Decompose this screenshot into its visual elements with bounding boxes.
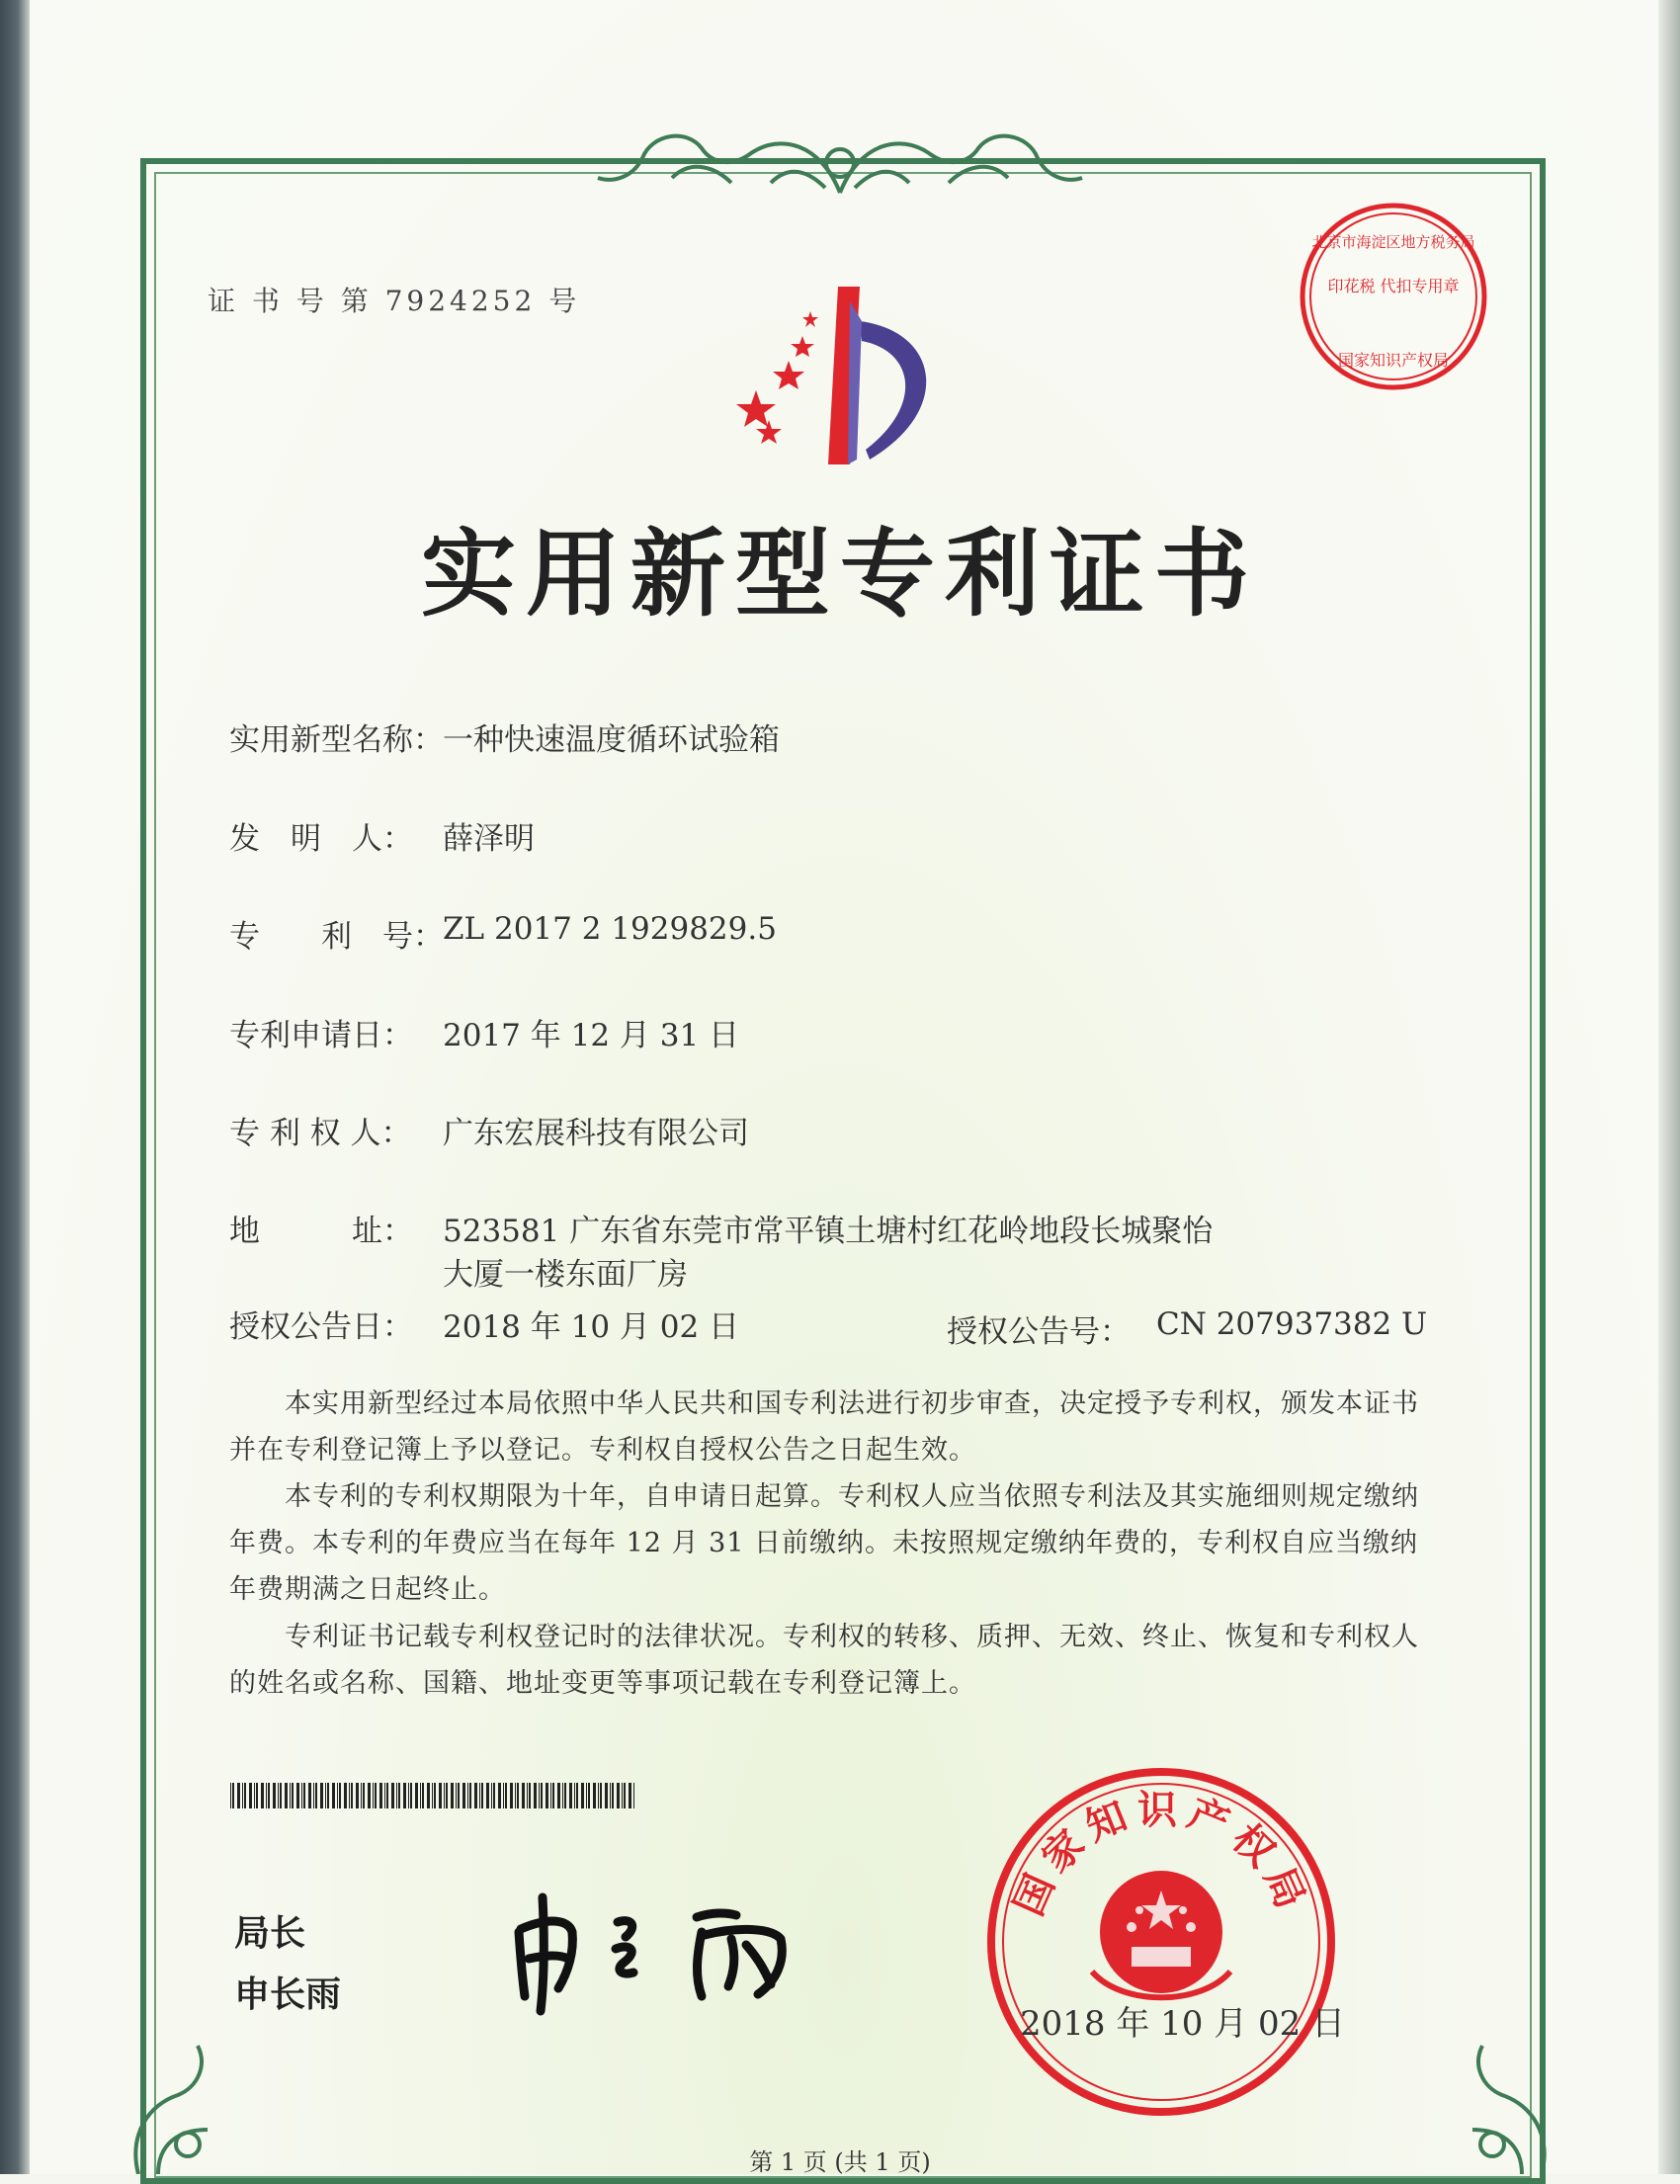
- barcode-bar: [278, 1783, 279, 1808]
- barcode-bar: [552, 1783, 554, 1808]
- barcode-bar: [379, 1783, 382, 1808]
- barcode-bar: [479, 1783, 480, 1808]
- barcode: [230, 1783, 637, 1808]
- field-label-patent-no: 专 利 号：: [229, 919, 444, 955]
- field-value-patentee: 广东宏展科技有限公司: [443, 1116, 749, 1151]
- barcode-bar: [296, 1783, 299, 1808]
- scan-edge: [0, 0, 30, 2174]
- paragraph-term: 本专利的专利权期限为十年，自申请日起算。专利权人应当依照专利法及其实施细则规定缴纳年费。本专利的年费应当在每年 12 月 31 日前缴纳。未按照规定缴纳年费的，专利权自应当缴纳年费期满之日起终止。: [229, 1481, 1419, 1605]
- field-value-filing-date: 2017 年 12 月 31 日: [443, 1018, 740, 1053]
- field-value-address-line1: 523581 广东省东莞市常平镇土塘村红花岭地段长城聚怡: [443, 1214, 1214, 1249]
- barcode-bar: [498, 1783, 501, 1808]
- barcode-bar: [308, 1783, 311, 1808]
- barcode-bar: [458, 1783, 460, 1808]
- director-title: 局长: [234, 1913, 306, 1954]
- barcode-bar: [529, 1783, 531, 1808]
- barcode-bar: [557, 1783, 560, 1808]
- barcode-bar: [576, 1783, 578, 1808]
- barcode-bar: [254, 1783, 255, 1808]
- barcode-bar: [550, 1783, 551, 1808]
- seal-date: 2018 年 10 月 02 日: [1020, 2004, 1346, 2044]
- barcode-bar: [332, 1783, 335, 1808]
- barcode-bar: [539, 1783, 540, 1808]
- barcode-bar: [462, 1783, 465, 1808]
- field-value-announcement-no: CN 207937382 U: [1156, 1306, 1428, 1342]
- barcode-bar: [410, 1783, 412, 1808]
- barcode-bar: [586, 1783, 587, 1808]
- barcode-bar: [315, 1783, 317, 1808]
- field-label-name: 实用新型名称：: [229, 722, 444, 758]
- barcode-bar: [290, 1783, 291, 1808]
- barcode-bar: [546, 1783, 548, 1808]
- barcode-bar: [303, 1783, 305, 1808]
- barcode-bar: [481, 1783, 483, 1808]
- paragraph-legal-status: 专利证书记载专利权登记时的法律状况。专利权的转移、质押、无效、终止、恢复和专利权人的姓名或名称、国籍、地址变更等事项记载在专利登记簿上。: [229, 1622, 1419, 1699]
- field-value-grant-date: 2018 年 10 月 02 日: [443, 1309, 740, 1345]
- barcode-bar: [617, 1783, 620, 1808]
- director-name: 申长雨: [234, 1974, 342, 2015]
- tax-stamp-seal: [1295, 198, 1492, 395]
- page-footer: 第 1 页 (共 1 页): [749, 2148, 931, 2176]
- barcode-bar: [256, 1783, 258, 1808]
- barcode-bar: [408, 1783, 409, 1808]
- barcode-bar: [339, 1783, 341, 1808]
- tax-seal-inner-text: 印花税 代扣专用章: [1327, 277, 1460, 295]
- barcode-bar: [337, 1783, 338, 1808]
- barcode-bar: [268, 1783, 270, 1808]
- field-value-inventor: 薛泽明: [443, 821, 535, 857]
- barcode-bar: [439, 1783, 442, 1808]
- barcode-bar: [610, 1783, 611, 1808]
- barcode-bar: [398, 1783, 400, 1808]
- barcode-bar: [517, 1783, 519, 1808]
- barcode-bar: [541, 1783, 543, 1808]
- barcode-bar: [491, 1783, 492, 1808]
- barcode-bar: [432, 1783, 433, 1808]
- barcode-bar: [474, 1783, 477, 1808]
- barcode-bar: [427, 1783, 430, 1808]
- barcode-bar: [522, 1783, 525, 1808]
- barcode-bar: [624, 1783, 626, 1808]
- barcode-bar: [237, 1783, 240, 1808]
- barcode-bar: [493, 1783, 495, 1808]
- barcode-bar: [612, 1783, 614, 1808]
- barcode-bar: [446, 1783, 448, 1808]
- barcode-bar: [467, 1783, 468, 1808]
- barcode-bar: [505, 1783, 507, 1808]
- barcode-bar: [301, 1783, 302, 1808]
- field-label-grant-date: 授权公告日：: [229, 1309, 413, 1345]
- barcode-bar: [351, 1783, 353, 1808]
- field-label-address: 地 址：: [229, 1214, 413, 1249]
- barcode-bar: [344, 1783, 347, 1808]
- field-value-patent-no: ZL 2017 2 1929829.5: [443, 911, 777, 947]
- handwritten-signature: [499, 1878, 835, 2016]
- barcode-bar: [415, 1783, 418, 1808]
- barcode-bar: [434, 1783, 436, 1808]
- barcode-bar: [292, 1783, 294, 1808]
- field-value-address-line2: 大厦一楼东面厂房: [443, 1257, 688, 1293]
- barcode-bar: [527, 1783, 528, 1808]
- barcode-bar: [622, 1783, 623, 1808]
- barcode-bar: [444, 1783, 445, 1808]
- barcode-bar: [325, 1783, 326, 1808]
- barcode-bar: [368, 1783, 371, 1808]
- tax-seal-ring-text: 北京市海淀区地方税务局: [1311, 233, 1475, 251]
- barcode-bar: [503, 1783, 504, 1808]
- field-label-patentee: 专 利 权 人：: [229, 1116, 412, 1151]
- barcode-bar: [313, 1783, 314, 1808]
- top-ornament: [593, 124, 1087, 212]
- barcode-bar: [363, 1783, 365, 1808]
- barcode-bar: [598, 1783, 599, 1808]
- barcode-bar: [534, 1783, 537, 1808]
- field-label-filing-date: 专利申请日：: [229, 1018, 413, 1053]
- barcode-bar: [244, 1783, 246, 1808]
- barcode-bar: [629, 1783, 631, 1808]
- paragraph-grant: 本实用新型经过本局依照中华人民共和国专利法进行初步审查，决定授予专利权，颁发本证书并在专利登记簿上予以登记。专利权自授权公告之日起生效。: [229, 1388, 1419, 1466]
- barcode-bar: [391, 1783, 394, 1808]
- barcode-bar: [230, 1783, 231, 1808]
- tax-seal-bottom-text: 国家知识产权局: [1337, 351, 1450, 370]
- barcode-bar: [280, 1783, 282, 1808]
- barcode-bar: [600, 1783, 602, 1808]
- barcode-bar: [361, 1783, 362, 1808]
- barcode-bar: [564, 1783, 566, 1808]
- barcode-bar: [249, 1783, 252, 1808]
- barcode-bar: [581, 1783, 584, 1808]
- barcode-bar: [356, 1783, 359, 1808]
- certificate-title: 实用新型专利证书: [421, 519, 1259, 630]
- patent-office-seal: [983, 1764, 1339, 2120]
- barcode-bar: [261, 1783, 264, 1808]
- barcode-bar: [266, 1783, 267, 1808]
- scan-edge-right: [1658, 0, 1680, 2174]
- barcode-bar: [273, 1783, 276, 1808]
- barcode-bar: [574, 1783, 575, 1808]
- field-label-announcement-no: 授权公告号：: [947, 1314, 1131, 1350]
- barcode-bar: [285, 1783, 288, 1808]
- barcode-bar: [515, 1783, 516, 1808]
- barcode-bar: [373, 1783, 374, 1808]
- barcode-bar: [384, 1783, 385, 1808]
- barcode-bar: [232, 1783, 234, 1808]
- barcode-bar: [242, 1783, 243, 1808]
- barcode-bar: [569, 1783, 572, 1808]
- barcode-bar: [386, 1783, 388, 1808]
- barcode-bar: [451, 1783, 454, 1808]
- barcode-bar: [588, 1783, 590, 1808]
- barcode-bar: [349, 1783, 350, 1808]
- barcode-bar: [327, 1783, 329, 1808]
- field-label-inventor: 发 明 人：: [229, 821, 413, 857]
- field-value-name: 一种快速温度循环试验箱: [443, 722, 780, 758]
- seal-ring-text: 国家知识产权局: [1006, 1788, 1316, 1923]
- barcode-bar: [422, 1783, 424, 1808]
- barcode-bar: [593, 1783, 596, 1808]
- barcode-bar: [420, 1783, 421, 1808]
- barcode-bar: [633, 1783, 634, 1808]
- barcode-bar: [456, 1783, 457, 1808]
- barcode-bar: [562, 1783, 563, 1808]
- barcode-bar: [375, 1783, 377, 1808]
- barcode-bar: [396, 1783, 397, 1808]
- barcode-bar: [486, 1783, 489, 1808]
- patent-office-logo: [712, 282, 968, 479]
- barcode-bar: [605, 1783, 608, 1808]
- barcode-bar: [510, 1783, 513, 1808]
- barcode-bar: [320, 1783, 323, 1808]
- barcode-bar: [403, 1783, 406, 1808]
- barcode-bar: [469, 1783, 471, 1808]
- certificate-number: 证 书 号 第 7924252 号: [208, 285, 581, 317]
